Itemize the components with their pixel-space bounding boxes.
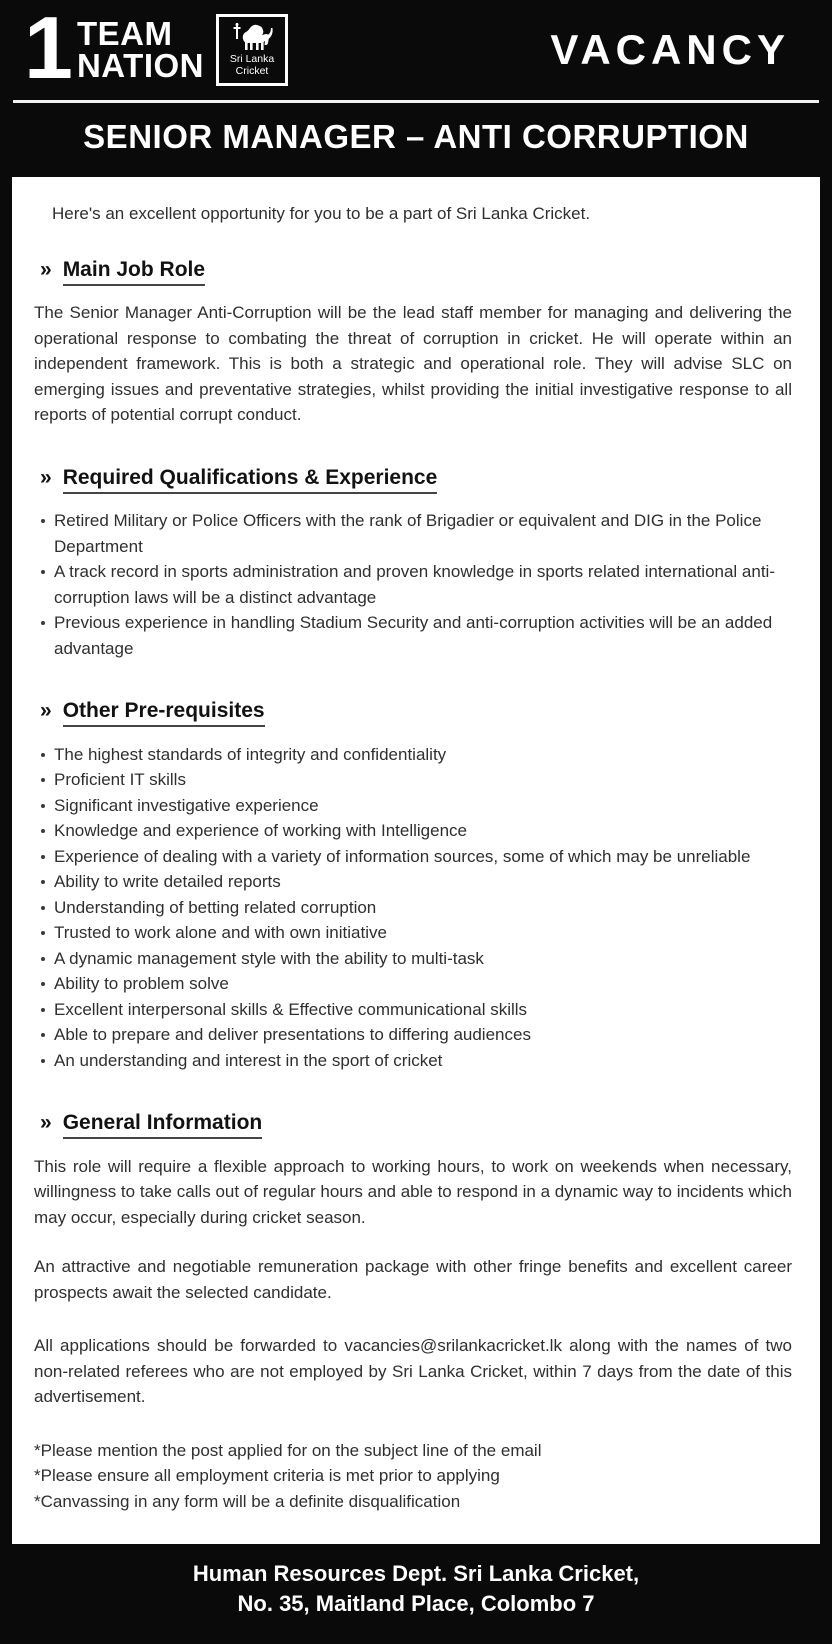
lion-with-sword-icon bbox=[230, 22, 274, 52]
slc-logo-caption bbox=[230, 54, 274, 77]
slc-logo-line2: Cricket bbox=[235, 65, 269, 77]
section-heading-qualifications bbox=[34, 462, 792, 494]
logo-team-line: TEAM bbox=[76, 14, 173, 52]
page-title: SENIOR MANAGER – ANTI CORRUPTION bbox=[83, 118, 749, 155]
chevron-marker-icon: » bbox=[40, 699, 52, 722]
vacancy-label: VACANCY bbox=[550, 26, 790, 73]
heading-text: Main Job Role bbox=[63, 258, 205, 286]
application-notes bbox=[34, 1438, 792, 1515]
heading-text: Required Qualifications & Experience bbox=[63, 466, 438, 494]
section-heading-prerequisites bbox=[34, 695, 792, 727]
intro-text: Here's an excellent opportunity for you to be a part of Sri Lanka Cricket. bbox=[52, 204, 591, 223]
list-item: Understanding of betting related corruption bbox=[34, 895, 792, 921]
list-item: Significant investigative experience bbox=[34, 793, 792, 819]
footer-address bbox=[0, 1544, 832, 1644]
list-item: The highest standards of integrity and confidentiality bbox=[34, 742, 792, 768]
footer-line2: No. 35, Maitland Place, Colombo 7 bbox=[237, 1591, 595, 1617]
logo-number-one: 1 bbox=[24, 0, 69, 97]
list-item: An understanding and interest in the sport of cricket bbox=[34, 1048, 792, 1074]
heading-text: General Information bbox=[63, 1111, 263, 1139]
list-item: Trusted to work alone and with own initiative bbox=[34, 920, 792, 946]
list-item: Proficient IT skills bbox=[34, 767, 792, 793]
general-info-paragraph: An attractive and negotiable remuneration package with other fringe benefits and excellent career prospects await the selected candidate. bbox=[34, 1257, 792, 1302]
list-item: Excellent interpersonal skills & Effective communicational skills bbox=[34, 997, 792, 1023]
note-line: *Please mention the post applied for on the subject line of the email bbox=[34, 1440, 542, 1460]
list-item: Ability to problem solve bbox=[34, 971, 792, 997]
section-heading-main-job-role bbox=[34, 254, 792, 286]
list-item: Ability to write detailed reports bbox=[34, 869, 792, 895]
header bbox=[0, 0, 832, 100]
list-item: Retired Military or Police Officers with the rank of Brigadier or equivalent and DIG in the Police Department bbox=[34, 508, 792, 559]
qualifications-list bbox=[34, 508, 792, 661]
list-item: Previous experience in handling Stadium Security and anti-corruption activities will be an added advantage bbox=[34, 610, 792, 661]
list-item: Knowledge and experience of working with Intelligence bbox=[34, 818, 792, 844]
logo-team-nation-text bbox=[76, 14, 204, 84]
note-line: *Please ensure all employment criteria is met prior to applying bbox=[34, 1466, 500, 1485]
main-job-role-paragraph: The Senior Manager Anti-Corruption will be the lead staff member for managing and delivering the operational response to combating the threat of corruption in cricket. He will operate within an independent framework. This is both a strategic and operational role. They will advise SLC on emerging issues and preventative strategies, whilst providing the initial investigative response to all reports of potential corrupt conduct. bbox=[34, 303, 792, 424]
general-info-paragraph: All applications should be forwarded to vacancies@srilankacricket.lk along with the names of two non-related referees who are not employed by Sri Lanka Cricket, within 7 days from the date of this advertisement. bbox=[34, 1336, 792, 1406]
chevron-marker-icon: » bbox=[40, 465, 52, 489]
general-info-paragraph: This role will require a flexible approach to working hours, to work on weekends when necessary, willingness to take calls out of regular hours and able to respond in a dynamic way to incidents which may occur, especially during cricket season. bbox=[34, 1156, 792, 1227]
prerequisites-list bbox=[34, 742, 792, 1074]
slc-logo-line1: Sri Lanka bbox=[229, 53, 275, 66]
chevron-marker-icon: » bbox=[40, 257, 52, 281]
sri-lanka-cricket-logo bbox=[216, 14, 288, 86]
list-item: Able to prepare and deliver presentations to differing audiences bbox=[34, 1022, 792, 1048]
one-team-one-nation-logo bbox=[24, 0, 288, 97]
heading-text: Other Pre-requisites bbox=[63, 699, 265, 727]
list-item: A track record in sports administration and proven knowledge in sports related international anti-corruption laws will be a distinct advantage bbox=[34, 559, 792, 610]
note-line: *Canvassing in any form will be a definite disqualification bbox=[34, 1491, 461, 1511]
chevron-marker-icon: » bbox=[40, 1111, 52, 1134]
list-item: Experience of dealing with a variety of information sources, some of which may be unreliable bbox=[34, 844, 792, 870]
section-heading-general-information bbox=[34, 1107, 792, 1139]
list-item: A dynamic management style with the ability to multi-task bbox=[34, 946, 792, 972]
content-panel bbox=[12, 177, 820, 1544]
logo-nation-line: NATION bbox=[76, 47, 204, 84]
footer-line1: Human Resources Dept. Sri Lanka Cricket, bbox=[192, 1561, 640, 1586]
